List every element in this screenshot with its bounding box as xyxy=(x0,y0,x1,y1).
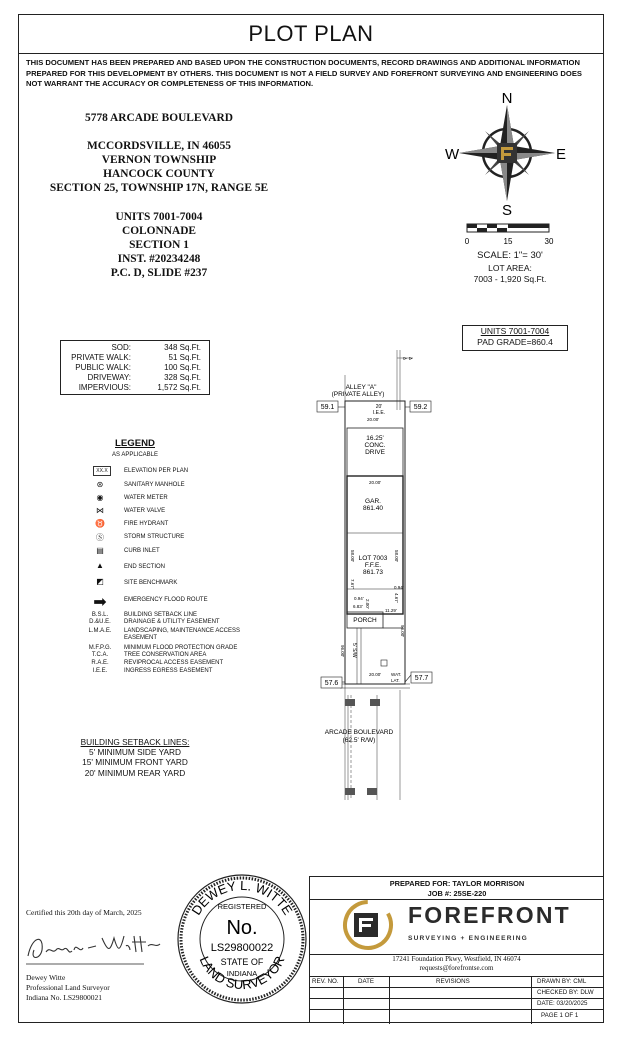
spot-elev: 59.2 xyxy=(413,404,428,411)
legend-title: LEGEND xyxy=(115,438,155,449)
legend-label: INGRESS EGRESS EASEMENT xyxy=(124,668,213,674)
company-email: requests@forefrontse.com xyxy=(419,964,494,972)
legend-label: CURB INLET xyxy=(124,548,160,554)
seal-no: No. xyxy=(226,917,258,939)
scale-tick: 30 xyxy=(544,237,554,246)
dim-label: 0.94' xyxy=(354,596,364,601)
lot-label: LOT 7003 xyxy=(358,555,388,562)
legend-label: END SECTION xyxy=(124,564,166,570)
iee-dim: 20' xyxy=(375,404,383,410)
spot-elev: 57.7 xyxy=(414,675,429,682)
compass-s: S xyxy=(501,202,513,218)
bottom-width: 20.00' xyxy=(368,672,382,677)
property-instrument: INST. #20234248 xyxy=(117,253,201,265)
garage-elev: 861.40 xyxy=(363,505,383,512)
dim-label: 0.94' xyxy=(394,585,404,590)
spot-elev: 57.6 xyxy=(324,680,339,687)
seal-bottom-arc: LAND SURVEYOR xyxy=(196,953,288,993)
property-section: SECTION 25, TOWNSHIP 17N, RANGE 5E xyxy=(49,182,269,194)
checked-by: CHECKED BY: DLW xyxy=(537,989,594,996)
area-row: DRIVEWAY: 328 Sq.Ft. xyxy=(87,373,201,382)
sanitary-manhole-icon: ⊛ xyxy=(96,480,104,489)
legend-label: FIRE HYDRANT xyxy=(124,521,169,527)
property-county: HANCOCK COUNTY xyxy=(103,168,215,180)
legend-abbr: R.A.E. xyxy=(91,660,109,666)
house-depth-right: 58.00' xyxy=(394,550,399,563)
setback-line: 20' MINIMUM REAR YARD xyxy=(84,768,186,778)
surveyor-seal xyxy=(175,872,310,1007)
side-dim-left: 96.00' xyxy=(340,645,345,658)
storm-structure-icon: Ⓢ xyxy=(96,533,104,542)
rev-no-header: REV. NO. xyxy=(312,978,339,985)
property-city: MCCORDSVILLE, IN 46055 xyxy=(87,140,231,152)
walk-label: 5' S/W xyxy=(351,643,357,658)
top-width: 20.00' xyxy=(366,417,380,422)
setback-line: 15' MINIMUM FRONT YARD xyxy=(82,757,188,767)
legend-abbr: B.S.L. xyxy=(91,612,109,618)
surveyor-title: Professional Land Surveyor xyxy=(26,983,110,992)
legend-subtitle: AS APPLICABLE xyxy=(111,452,159,458)
property-plat: P.C. D, SLIDE #237 xyxy=(110,267,208,279)
legend-abbr: M.F.P.G. xyxy=(88,645,112,651)
legend-abbr: L.M.A.E. xyxy=(88,628,112,634)
garage-label: GAR. xyxy=(365,498,381,505)
property-township: VERNON TOWNSHIP xyxy=(101,154,217,166)
scale-tick: 0 xyxy=(464,237,470,246)
dim-label: 6.83' xyxy=(353,604,363,609)
legend-abbr: D.&U.E. xyxy=(89,619,111,625)
legend-abbr: I.E.E. xyxy=(92,668,108,674)
surveyor-signature xyxy=(24,926,174,970)
page-title: PLOT PLAN xyxy=(18,14,604,54)
mid-width: 20.00' xyxy=(368,480,382,485)
curb-inlet-icon: ▤ xyxy=(96,546,104,555)
company-tagline: SURVEYING + ENGINEERING xyxy=(408,935,528,942)
compass-w: W xyxy=(445,146,460,163)
dim-label: 11.29' xyxy=(385,608,397,613)
lat-label: LAT. xyxy=(391,678,400,683)
area-row: PRIVATE WALK: 51 Sq.Ft. xyxy=(71,353,201,362)
dim-label: 2.00' xyxy=(365,599,370,609)
property-address: 5778 ARCADE BOULEVARD xyxy=(85,112,233,124)
certification-line: Certified this 20th day of March, 2025 xyxy=(26,908,142,917)
seal-state: INDIANA xyxy=(226,969,258,978)
units-box xyxy=(462,325,568,351)
lot-area-value: 7003 - 1,920 Sq.Ft. xyxy=(473,274,547,284)
ffe-elev: 861.73 xyxy=(363,569,383,576)
legend-label: SITE BENCHMARK xyxy=(124,580,178,586)
page-count: PAGE 1 OF 1 xyxy=(541,1012,579,1019)
seal-top-arc: DEWEY L. WITTE xyxy=(188,877,296,918)
side-dim-right: 96.00' xyxy=(400,625,405,638)
setback-line: 5' MINIMUM SIDE YARD xyxy=(88,747,182,757)
property-subdivision: COLONNADE xyxy=(121,225,197,237)
scale-tick: 15 xyxy=(503,237,513,246)
seal-registered: REGISTERED xyxy=(217,902,267,911)
signature-text: Dewey L. Witte xyxy=(24,926,31,927)
drive-dim: 16.25' xyxy=(366,435,384,442)
legend-label: ELEVATION PER PLAN xyxy=(124,468,189,474)
compass-n: N xyxy=(501,90,513,107)
forefront-logo-icon xyxy=(342,899,404,951)
legend-label: MINIMUM FLOOD PROTECTION GRADE xyxy=(124,645,238,651)
dim-label: 7.67' xyxy=(350,579,355,589)
units-box-title: UNITS 7001-7004 xyxy=(480,326,550,336)
svg-text:DEWEY L. WITTE xyxy=(188,878,295,918)
flood-route-arrow-icon: ➡ xyxy=(93,594,107,611)
revisions-header: REVISIONS xyxy=(436,978,470,985)
area-row: PUBLIC WALK: 100 Sq.Ft. xyxy=(75,363,201,372)
ffe-label: F.F.E. xyxy=(364,562,382,569)
legend-label: DRAINAGE & UTILITY EASEMENT xyxy=(124,619,220,625)
legend-label: WATER VALVE xyxy=(124,508,166,514)
scale-label: SCALE: 1"= 30' xyxy=(477,250,543,261)
seal-state-of: STATE OF xyxy=(220,957,264,967)
job-number: JOB #: 25SE-220 xyxy=(427,889,487,898)
alley-label: ALLEY "A" xyxy=(345,384,377,391)
legend-abbr: T.C.A. xyxy=(91,652,109,658)
iee-label: I.E.E. xyxy=(372,410,386,416)
end-section-icon: ▲ xyxy=(96,561,104,570)
drive-label-2: DRIVE xyxy=(365,449,385,456)
plot-plan-drawing xyxy=(315,350,455,810)
alley-sub-label: (PRIVATE ALLEY) xyxy=(331,391,385,398)
company-name: FOREFRONT xyxy=(408,902,571,928)
drawn-by: DRAWN BY: CML xyxy=(537,978,587,985)
area-row: IMPERVIOUS: 1,572 Sq.Ft. xyxy=(78,383,201,392)
seal-number: LS29800022 xyxy=(210,942,274,954)
legend-label: REVIPROCAL ACCESS EASEMENT xyxy=(124,660,224,666)
pad-grade: PAD GRADE=860.4 xyxy=(477,337,553,347)
svg-text:⊳ ⊳: ⊳ ⊳ xyxy=(403,356,413,362)
area-row: SOD: 348 Sq.Ft. xyxy=(111,343,201,352)
legend-label: BUILDING SETBACK LINE xyxy=(124,612,198,618)
drive-label-1: CONC. xyxy=(364,442,386,449)
elevation-box-icon: XX.X xyxy=(93,466,111,476)
water-meter-icon: ◉ xyxy=(96,493,104,502)
street-row: (62.5' R/W) xyxy=(342,737,376,744)
spot-elev: 59.1 xyxy=(320,404,335,411)
date-header: DATE xyxy=(358,978,375,985)
house-depth-left: 58.00' xyxy=(350,550,355,563)
compass-e: E xyxy=(556,146,567,163)
legend-label: WATER METER xyxy=(124,495,168,501)
sheet-date: DATE: 03/20/2025 xyxy=(537,1000,588,1007)
legend-label: STORM STRUCTURE xyxy=(124,534,185,540)
street-name: ARCADE BOULEVARD xyxy=(324,729,394,736)
property-sub-section: SECTION 1 xyxy=(129,239,189,251)
porch-label: PORCH xyxy=(353,617,377,624)
setback-title: BUILDING SETBACK LINES: xyxy=(80,737,190,747)
wat-label: WAT. xyxy=(391,672,402,677)
water-valve-icon: ⋈ xyxy=(96,506,104,515)
legend-label: TREE CONSERVATION AREA xyxy=(124,652,207,658)
surveyor-license: Indiana No. LS29800021 xyxy=(26,993,103,1002)
property-units: UNITS 7001-7004 xyxy=(115,211,203,223)
north-arrow-compass xyxy=(440,90,580,218)
legend-label: SANITARY MANHOLE xyxy=(124,482,185,488)
site-benchmark-icon: ◩ xyxy=(96,577,104,586)
lot-area-label: LOT AREA: xyxy=(488,263,532,273)
legend-label: EMERGENCY FLOOD ROUTE xyxy=(124,597,208,603)
disclaimer: THIS DOCUMENT HAS BEEN PREPARED AND BASED UPON THE CONSTRUCTION DOCUMENTS, RECORD DRAWINGS AND ADDITIONAL INFORMATION PREPARED FOR THIS DEVELOPMENT BY OTHERS. THIS DOCUMENT IS NOT A FIELD SURVEY AND FOREFRONT SURVEYING AND ENGINEERING DOES NOT WARRANT THE ACCURACY OR COMPLETENESS OF THIS INFORMATION. xyxy=(26,58,582,88)
legend-label: LANDSCAPING, MAINTENANCE ACCESS EASEMENT xyxy=(124,628,241,641)
scale-bar xyxy=(462,220,562,250)
prepared-for: PREPARED FOR: TAYLOR MORRISON xyxy=(389,879,525,888)
dim-label: 4.67' xyxy=(394,593,399,603)
fire-hydrant-icon: ♉ xyxy=(95,519,105,528)
surveyor-name: Dewey Witte xyxy=(26,973,66,982)
company-address: 17241 Foundation Pkwy, Westfield, IN 46074 xyxy=(392,955,521,963)
